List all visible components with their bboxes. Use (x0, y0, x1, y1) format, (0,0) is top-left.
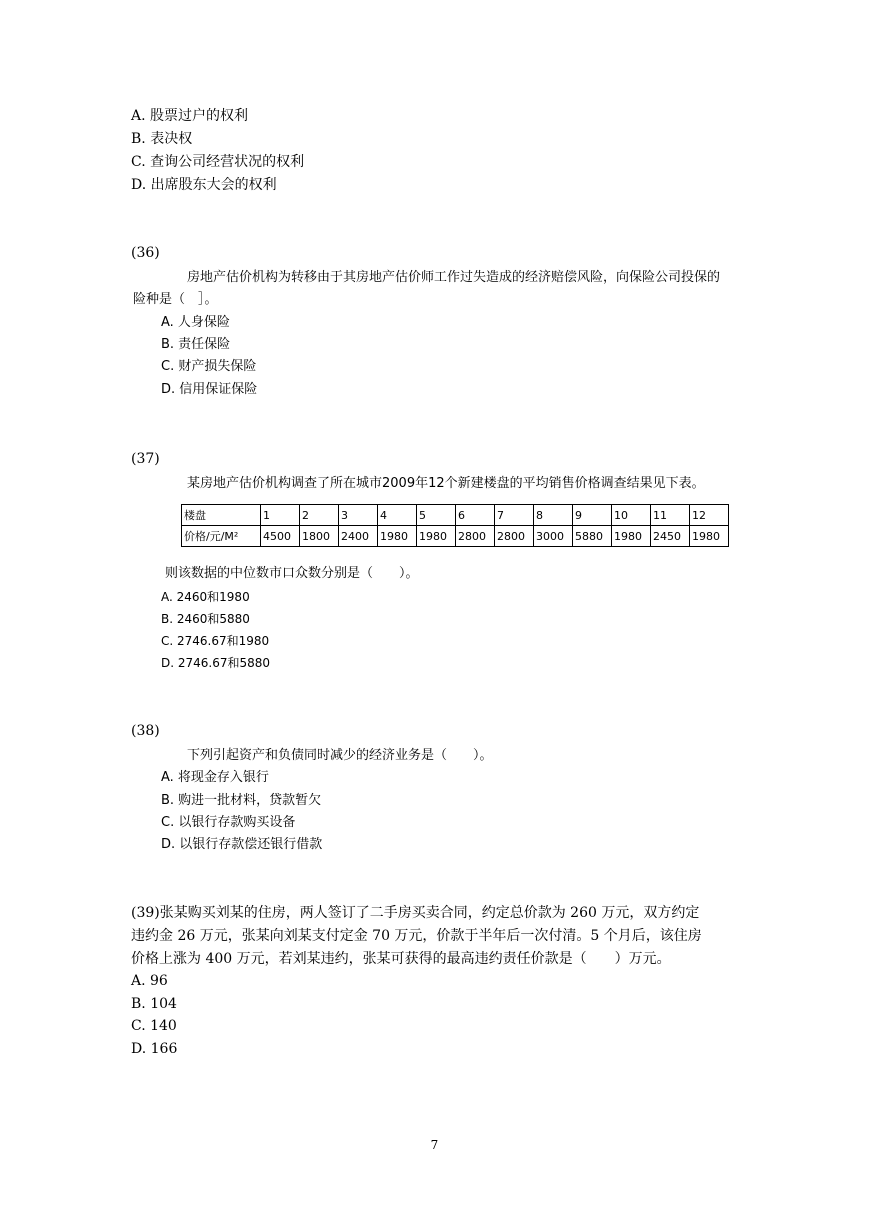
table-cell: 3000 (534, 526, 573, 547)
table-cell: 6 (456, 505, 495, 526)
table-cell: 1 (261, 505, 300, 526)
q36-number: (36) (131, 245, 160, 261)
q39-stem-line1: (39)张某购买刘某的住房，两人签订了二手房买卖合同，约定总价款为 260 万元，双方约定 (131, 905, 700, 921)
table-cell: 9 (573, 505, 612, 526)
q38-stem: 下列引起资产和负债同时减少的经济业务是（ ）。 (187, 748, 493, 763)
price-table (181, 504, 729, 547)
q38-option-d: D. 以银行存款偿还银行借款 (161, 837, 323, 852)
q38-option-c: C. 以银行存款购买设备 (161, 815, 296, 830)
table-cell: 5 (417, 505, 456, 526)
table-cell: 2450 (651, 526, 690, 547)
table-cell: 8 (534, 505, 573, 526)
table-cell: 1980 (612, 526, 651, 547)
table-row-building (182, 505, 729, 526)
q39-option-a: A. 96 (131, 973, 168, 989)
q36-option-d: D. 信用保证保险 (161, 382, 258, 397)
q38-number: (38) (131, 723, 160, 739)
q37-option-a: A. 2460和1980 (161, 590, 250, 604)
table-cell: 10 (612, 505, 651, 526)
table-cell: 2800 (495, 526, 534, 547)
table-cell: 1800 (300, 526, 339, 547)
q35-option-c: C. 查询公司经营状况的权利 (131, 154, 305, 170)
q39-option-d: D. 166 (131, 1041, 178, 1057)
q39-option-b: B. 104 (131, 996, 177, 1012)
table-cell: 1980 (378, 526, 417, 547)
table-header-building: 楼盘 (182, 505, 261, 526)
q37-option-c: C. 2746.67和1980 (161, 634, 270, 648)
table-cell: 5880 (573, 526, 612, 547)
q38-option-a: A. 将现金存入银行 (161, 770, 269, 785)
table-cell: 12 (690, 505, 729, 526)
q36-stem-line1: 房地产估价机构为转移由于其房地产估价师工作过失造成的经济赔偿风险，向保险公司投保的 (187, 270, 721, 285)
table-cell: 11 (651, 505, 690, 526)
q39-stem-line3: 价格上涨为 400 万元，若刘某违约，张某可获得的最高违约责任价款是（ ）万元。 (131, 951, 671, 967)
q37-option-d: D. 2746.67和5880 (161, 656, 271, 670)
q35-option-a: A. 股票过户的权利 (131, 108, 249, 124)
q36-stem-line2: 险种是（ ］。 (133, 292, 218, 307)
q35-option-b: B. 表决权 (131, 131, 193, 147)
q37-number: (37) (131, 451, 160, 467)
page-number: 7 (430, 1138, 439, 1152)
table-cell: 1980 (690, 526, 729, 547)
table-cell: 2 (300, 505, 339, 526)
table-row-price (182, 526, 729, 547)
q39-stem-line2: 违约金 26 万元，张某向刘某支付定金 70 万元，价款于半年后一次付清。5 个月后，该住房 (131, 928, 702, 944)
q35-option-d: D. 出席股东大会的权利 (131, 177, 277, 193)
table-cell: 4500 (261, 526, 300, 547)
q36-option-b: B. 责任保险 (161, 337, 231, 352)
q36-option-a: A. 人身保险 (161, 315, 230, 330)
table-cell: 7 (495, 505, 534, 526)
q38-option-b: B. 购进一批材料，贷款暂欠 (161, 793, 322, 808)
table-cell: 4 (378, 505, 417, 526)
q37-stem: 某房地产估价机构调查了所在城市2009年12个新建楼盘的平均销售价格调查结果见下表。 (187, 476, 705, 491)
table-header-price: 价格/元/M² (182, 526, 261, 547)
q36-option-c: C. 财产损失保险 (161, 359, 257, 374)
table-cell: 2400 (339, 526, 378, 547)
table-cell: 1980 (417, 526, 456, 547)
table-cell: 2800 (456, 526, 495, 547)
q37-followup: 则该数据的中位数市口众数分别是（ ）。 (165, 566, 419, 581)
q39-option-c: C. 140 (131, 1018, 177, 1034)
table-cell: 3 (339, 505, 378, 526)
q37-option-b: B. 2460和5880 (161, 612, 250, 626)
